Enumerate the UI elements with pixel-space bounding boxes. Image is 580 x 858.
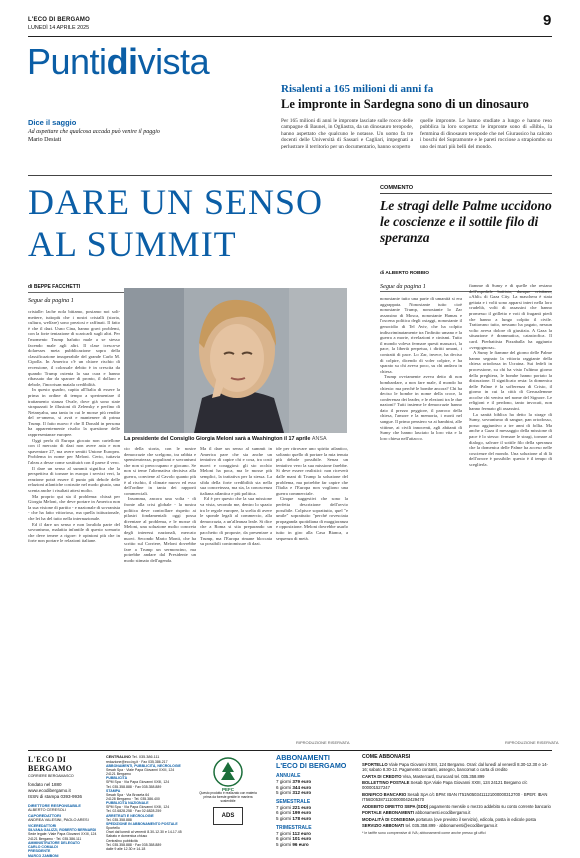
commento-text-5: La sanità biblica ha detto la strage di Sumy, sovranismo di sangue, pan ortodosso, posso aggiuntivo a tre anni di follia. Ma anche a Gaza il messaggio della missione di pace è lo stesso: fermare le stragi, tornare al dialogo, salvare il sottile filo della speranza che la domenica delle Palme ha acceso nelle coscienze del mondo. Una soluzione al di là dell'orrore è possibile: questo è il tempo di sceglierla. — [469, 411, 552, 467]
eco-info-line: AMMINISTRATORE DELEGATO — [28, 840, 80, 845]
subs-price: 112 euro — [292, 830, 311, 836]
come-item-value[interactable]: abbonamenti.ecodibergamo.it — [415, 810, 471, 816]
pefc-icon — [213, 757, 243, 787]
come-item-key: BONIFICO BANCARIO — [362, 791, 408, 797]
section-title-part3: vista — [137, 41, 210, 82]
center-info-line: 24121 Bergamo — [106, 772, 131, 777]
eco-info-line: PRESIDENTE — [28, 849, 51, 854]
footer-vice: ANDREA VALESINI, PAOLO ARESI — [28, 817, 89, 822]
center-info-line: ARRETRATI E NECROLOGIE — [106, 813, 154, 818]
subs-price: 344 euro — [292, 784, 312, 790]
subs-days: 7 giorni — [276, 804, 293, 810]
main-text-5: Ma proprio qui sta il problema: chissà per Giorgia Meloni, che deve portare in America non la sua visione di partito - e nazionale di sovranista - che ha fatto vittorioso, ma quella istituzionale, che lei ha del tutto nella internazionale. — [28, 493, 120, 521]
come-title: COME ABBONARSI — [362, 754, 411, 760]
come-item-value: portatura (ove previsto il servizio), edicola, posta in edicole posta — [415, 816, 536, 822]
commento-text-2: Trump ovviamente aveva detto di non bombardare, a non fare male, il mondo ha chiesto: ma perché le bombe ancora? Chi ha deciso le bombe in nome della croce, la conferenza dei leader, e le elezioni tra le due nazioni? Tutti insieme le democrazie hanno dato il prezzo peggiore, il parroco della chiesa, l'amore e la memoria, i morti nel sangue. Il primo pensiero va ai bambini, alle vittime, ai civili innocenti, agli abitanti di Sumy che hanno lasciato la loro vita e la loro chiesa nell'attacco. — [380, 374, 462, 441]
caption-credit: ANSA — [311, 436, 327, 442]
saying-author: Mario Desiati — [28, 137, 62, 143]
dino-text-2: quelle impronte. Le hanno studiate a lungo e hanno reso pubblica la loro scoperta: le impronte sono di «Bibi», la femmina di dinosauro teropode che nel Giurassico ha calcato i boschi del Supramonte e le pareti rocciose a strapiombo su uno dei mari più belli del mondo. — [420, 118, 552, 150]
subs-group-label: TRIMESTRALE — [276, 824, 312, 831]
come-item — [362, 823, 552, 828]
come-item-key: BOLLETTINO POSTALE — [362, 780, 411, 786]
footer-site[interactable]: www.ecodibergamo.it — [28, 788, 71, 794]
center-info-line: Centralino pubblicità — [106, 838, 138, 843]
subs-days: 6 giorni — [276, 784, 293, 790]
meloni-photo — [124, 288, 347, 433]
center-info-line: Tel. 035.358.888 · Fax 035.358.889 — [106, 784, 162, 789]
subs-price: 379 euro — [292, 779, 312, 784]
eco-info-line: SILVANA GALIZZI, ROBERTO BERNARDI — [28, 827, 97, 832]
center-info-line: Sportello — [106, 826, 120, 831]
main-text-2: In questo quadro, capita all'Italia di essere la prima in ordine di tempo a sperimentare il trattamento stanza Ovale, dove già sono state strapazzati le illusioni di Zelensky e perfino di Netanyahu, una tanta in cui le mosse più rendite del re-ameno, si avrà e mantenere di prima Trump. Il fatto nuovo è che Il Donald in persona ha apparentemente risolto la questione delle rappresentanze europee. — [28, 387, 120, 438]
main-col-3 — [200, 446, 272, 747]
come-item — [362, 817, 552, 822]
main-text-6: Ed il dare un senso e non lavalida parte del sovranismo, malattia infantile di questo scenario che deve tenere a rigore: è opinioni più che in forte non portare le relazioni italiane. — [28, 521, 120, 544]
come-items — [362, 762, 552, 829]
center-info-line: dalle 9 alle 12.30 e 14-18 — [106, 846, 146, 851]
main-text-9: Ma il dare un senso al summit in America pare che sia anche un tentativo di capire chi e cosa, tra costi nuovi e coraggiosi: gli sto occhio Meloni ha poca, ma le mosse più semplici, la trattativa per la stessa. La sfida della forte credibilità sta nella sua concretezza, ma sia, la conoscenza italiana atlantica e più politica. — [200, 446, 272, 496]
footer-logo: L'ECO DI BERGAMO — [28, 755, 73, 773]
section-title — [27, 42, 209, 82]
commento-col-1 — [380, 296, 462, 738]
center-info-line: STAMPA — [106, 788, 121, 793]
come-item — [362, 804, 552, 809]
commento-text-3: fiamme di Sumy e di quelle che restano dell'ospedale battista, dunque cristiano, «Ahli» di Gaza City. La maschera è stata gettata e i volti sono apparsi interi nella loro crudeltà, volti di assassini che hanno promesso il grilletto e voti di fraganti piedi che hanno a lungo colpito il civile. Trattavano tutto, nessuno ha pagato, nessun volto aveva dolore di giustizia. A Gaza la situazione è drammatica, catastrofica. Il card. Pierbattista Pizzaballa ha aggiunto «vergognosa». — [469, 283, 552, 350]
center-info-line: Tel. 02.6828.258 · Fax 02.6828.259 — [106, 809, 162, 814]
subs-group-label: ANNUALE — [276, 773, 301, 779]
commento-label: COMMENTO — [380, 185, 414, 191]
main-col-4 — [276, 446, 348, 738]
center-info-line: 24128 Bergamo · Tel. 035.386.400 — [106, 797, 160, 801]
photo-illustration — [124, 288, 347, 433]
eco-info-line: MARCO ZAMBONI — [28, 853, 59, 858]
subs-price: 101 euro — [292, 836, 312, 842]
subs-price: 96 euro — [292, 841, 309, 847]
main-text-7: cio della storia, con le nostre democrazie che scelgono, tra rabbia e spensieratezza, populismi e sovranismi che non si preoccupano e giocano. Se non si teme l'alternativa decisiva alla guerra, conviene al Cavolo quanto più è al rischio, il climate nuovo ed esso dell'ordine in tanta dei rapporti commerciali. — [124, 446, 196, 496]
come-note: * le tariffe sono comprensive di IVA; abbonamenti come anche presso gli uffici — [362, 830, 486, 835]
come-item-value: Sesab SpA c/c BPM: IBAN IT51N0503411121000000312700 · BPER: IBAN IT56D0538711100000042429470 — [362, 791, 548, 803]
subs-price: 199 euro — [292, 810, 312, 816]
main-col-2 — [124, 446, 196, 747]
subs-days: 5 giorni — [276, 815, 293, 821]
dino-headline: Le impronte in Sardegna sono di un dinosauro — [281, 97, 529, 111]
center-info-line: Sesab Spa · Viale Papa Giovanni XXIII, 124 — [106, 767, 175, 772]
commento-headline: Le stragi delle Palme uccidono le coscienze e il sottile filo di speranza — [380, 198, 552, 245]
footer-founded: fondato nel 1880 — [28, 782, 62, 787]
come-item-value: Visa, Mastercard, Eurocard tel. 035.358.899 — [402, 773, 485, 779]
ads-logo — [213, 807, 243, 825]
subs-price-row — [276, 816, 350, 822]
subs-price: 221 euro — [292, 804, 312, 810]
commento-follow: Segue da pagina 1 — [380, 283, 426, 290]
subscriptions-block — [276, 754, 350, 847]
footer-eco-lines — [28, 824, 98, 858]
subs-title-1: ABBONAMENTI — [276, 753, 330, 762]
come-item-key: PORTALE ABBONAMENTI — [362, 810, 416, 816]
subs-price: 312 euro — [292, 790, 312, 796]
subs-groups — [276, 773, 350, 847]
subs-days: 7 giorni — [276, 830, 293, 836]
issue-date: LUNEDÌ 14 APRILE 2025 — [28, 25, 90, 31]
commento-byline: di ALBERTO ROBBIO — [380, 271, 430, 276]
subs-days: 5 giorni — [276, 790, 293, 796]
come-item — [362, 762, 552, 772]
come-item-key: CARTA DI CREDITO — [362, 773, 403, 779]
come-item-value: tel. 035.358.899 · abbonamenti@ecodibergamo.it — [405, 823, 498, 829]
commento-text-4: A Sumy le fiamme del giorno delle Palme hanno segnato la vittoria raggiante della chiesa ortodossa in Ucraina. Sui fedeli in processione, su chi ha visto l'ultimo giorno della preghiera, le bombe hanno portato la distruzione. Il significato resta: la domenica delle Palme è la sofferenza di Cristo, il giorno in cui la città di Gerusalemme accolse chi veniva nel nome del Signore. Le religioni e il perdono, tanto invocati, non hanno fermato gli assassini. — [469, 350, 552, 412]
main-text-8: Insomma, ancora una volta - di fronte alla crisi globale - la nostra politica deve controllare rispetto ai pilastri fondamentali: oggi possa diventare al problema, e le mosse di Meloni, una soluzione molto concreta degli interessi nazionali, mercato nuovi. Secondo Mario Monti, che ha scritto sul Corriere, Meloni dovrebbe fare a Trump un sermoncino, ma potrebbe andare dal Presidente un modo stimato dell'agenda. — [124, 496, 196, 563]
subs-days: 6 giorni — [276, 836, 293, 842]
come-abbonarsi-block — [362, 754, 552, 835]
subs-price-row — [276, 790, 350, 796]
footer-issn: ISSN di stampa 0393-9936 — [28, 794, 83, 800]
main-follow: Segue da pagina 1 — [28, 297, 74, 304]
center-info-line: Orari dal lunedì al venerdì 8.30-12.30 e 14-17.45 — [106, 830, 182, 835]
eco-info-line: VICEREDATTORI — [28, 823, 57, 828]
subs-days: 7 giorni — [276, 779, 293, 784]
come-item — [362, 810, 552, 815]
footer-vice-label: CAPOREDATTORI — [28, 813, 61, 818]
commento-rule — [380, 193, 552, 194]
subs-price-row — [276, 842, 350, 848]
section-title-part2: di — [106, 41, 138, 82]
centralino-value: Tel. 035.386.111 — [131, 755, 160, 759]
mid-rule — [28, 175, 552, 176]
come-item-key: MODALITÀ DI CONSEGNA — [362, 816, 416, 822]
fsc-text: Questo prodotto è realizzato con materia prima da foreste gestite in maniera sostenibile — [199, 791, 257, 803]
center-info-line: ABBONAMENTI, PUBBLICITÀ, NECROLOGIE — [106, 763, 181, 768]
newspaper-name: L'ECO DI BERGAMO — [28, 17, 90, 23]
dino-kicker: Risalenti a 165 milioni di anni fa — [281, 83, 434, 95]
center-info-line: Tel. 035.358.888 — [106, 817, 132, 822]
commento-text-1: nonostante tutto una parte di umanità si era aggrappata. Nonostante tutto cioè nonostante Trump, nonostante lo Zar assassino di Mosca, nonostante Hamas e l'oscena politica degli ostaggi, nonostante il genocidio di Tel Aviv, che ha colpito indiscriminatamente tra l'infinito umano e la guerra a morte, rivelazioni e cinismi. Tutto il mondo voleva fermare questi massacri, la pace, la libertà perpetua, i diritti umani, i contratti di pace. Lo Zar, invece, ha deciso di colpire, dicendo di voler colpire, e ha sparato su chi aveva poco, su chi andava in chiesa. — [380, 296, 462, 374]
commento-col-2 — [469, 283, 552, 738]
come-item — [362, 780, 552, 790]
section-title-part1: Punti — [27, 41, 107, 82]
certification-block — [196, 757, 260, 825]
top-rule — [28, 36, 552, 37]
center-info-line: Sabato e domenica chiuso — [106, 834, 148, 839]
come-item-key: SERVIZIO ABBONATI — [362, 823, 406, 829]
main-text-1: cristalle: lache nola bitiamo, posiamo noi soli-mettere, tuttopiù che i nostri cristalli (storia, cultura, welfare) sono preziosi e raffinati. Il fatto è che il dazi. Usno Cina, hanno gravi problemi, con la forte tentazione di scaricarli sugli altri. Per l'momento Trump hafatto male a se stesso facendo male agli altri. Il clase icesca-se dolaesses meta pubblicazione sopra della classificazione insuperabile del grande Carlo M. Cipolla. In America c'è un chiave rischio di recessione, il colossale debito è in crescita da quando Trump ostenta la sua cura e hanno ribassato dar da sparare di pronto, il dollaro e debole, l'inocrisan maiala credibilità. — [28, 309, 120, 387]
center-info-line: SPEDIZIONE IN ABBONAMENTO POSTALE — [106, 821, 178, 826]
photo-caption — [124, 436, 347, 442]
page-number: 9 — [543, 12, 552, 29]
main-headline-1: DARE UN SENSO — [28, 182, 324, 222]
main-text-4: Il dare un senso al summit significa che la perspettiva di tornare in europa i servizi veri, la reazione potrà essere il punto più debole delle relazioni atlantiche costruite nel modo giusto, una scenta anche i risultati attesi molto. — [28, 465, 120, 493]
commento-credit: RIPRODUZIONE RISERVATA — [505, 740, 559, 745]
caption-text: La presidente del Consiglio Giorgia Meloni sarà a Washington il 17 aprile — [124, 436, 311, 442]
footer-center-lines — [106, 760, 186, 851]
center-info-line: Sesab Spa · Via Broseta 64 — [106, 792, 150, 797]
dino-col-1 — [281, 118, 413, 150]
come-item-key: ADDEBITO DIRETTO SEPA (SDD) — [362, 803, 430, 809]
subs-title-2: L'ECO DI BERGAMO — [276, 761, 347, 770]
come-item — [362, 774, 552, 779]
pefc-logo — [213, 757, 243, 787]
main-text-3: Oggi perfa di Europa giocato non cartellone con il mercato di dazi non avere asta e non spaventare 27, ma avere sentiti Unione Europea. Problema in nome per Meloni. Certo, tuttavia l'aleas a desse come sostituirà con il paese il vero. — [28, 437, 120, 466]
main-headline-2: AL SUMMIT — [28, 224, 237, 264]
come-item-value: Viale Papa Giovanni XXIII, 124 Bergamo. Orari: dal lunedì al venerdì 8.30-12.30 e 14-16; sabato 8.30-12. Pagamento contanti, assegno, bancomat o carta di credito — [362, 762, 548, 773]
come-item-value: Sesab SpA Viale Papa Giovanni XXIII, 124 24121 Bergamo c/c 000001527247 — [362, 780, 528, 791]
eco-info-line: Sede legale: Viale Papa Giovanni XXIII, 124 — [28, 832, 97, 837]
center-info-line: Tel. 035.358.888 · Fax 035.358.889 — [106, 842, 162, 847]
subs-price: 178 euro — [292, 815, 312, 821]
saying-quote: Ad aspettare che qualcosa accada può venire il paggio — [28, 129, 160, 135]
main-text-12: Cinque suggestivi che sono la perfetta descrizione dell'avvio possibile. Colpisce soprattutto, quel "e umile" soprattutto "perché rovesciata propaganda quotidiana di maggioranza e opposizione. Meloni dovrebbe usarlo tutto in giro alla Casa Bianca, a sequenza di metà. — [276, 496, 348, 541]
center-info-line: redazione@eco.bg.it · Fax 035.386.217 — [106, 759, 168, 764]
subsection-label: Dice il saggio — [28, 118, 77, 127]
eco-info-line: CARLO COMALDI — [28, 845, 58, 850]
main-credit: RIPRODUZIONE RISERVATA — [296, 740, 350, 745]
main-text-11: ide per ritrovare uno spirito atlantico, soltanto quello di portare la mia tenuta più debole possibile. Senza un tentativo vero la sua missione farebbe. Si deve essere realistici: non riceverà dalle mani di Trump la soluzione del problema, ma potrebbe far capire che l'Italia e l'Europa non vogliono una guerra commerciale. — [276, 446, 348, 496]
main-byline: di BEPPE FACCHETTI — [28, 284, 81, 290]
footer-director-label: DIRETTORE RESPONSABILE — [28, 803, 81, 808]
footer-rule — [28, 750, 552, 751]
come-item — [362, 792, 552, 802]
footer-director: ALBERTO CERESOLI — [28, 807, 66, 812]
center-info-line: SPM Spa · Via Papa Giovanni XXIII, 124 — [106, 780, 170, 785]
footer-center-block — [106, 755, 186, 851]
center-info-line: SPM Spa · Via Papa Giovanni XXIII, 124 — [106, 805, 170, 810]
come-item-key: SPORTELLO — [362, 762, 389, 767]
footer-eco-block — [28, 755, 98, 858]
dino-col-2 — [420, 118, 552, 150]
main-text-10: Ed è per questo che la sua missione va vista, secondo me, dentro lo spazio tra le regole europee, la scelta di avere le sponde legali al commercio, alla democrazia, a un'alleanza leale. Si dice che a Roma si stia preparando un pacchetto di proposte, da presentare a Trump, ma l'Europa rimane bloccata su possibili contromisure di dazi. — [200, 496, 272, 547]
subs-group-label: SEMESTRALE — [276, 798, 311, 805]
ads-label: ADS — [221, 813, 235, 820]
footer-logo-sub: CORRIERE BERGAMASCO — [28, 774, 74, 778]
subs-days: 5 giorni — [276, 841, 293, 847]
subs-days: 6 giorni — [276, 810, 293, 816]
come-item-value: pagamento mensile o mezzo addebito su conto corrente bancario — [429, 803, 551, 809]
main-col-1 — [28, 309, 120, 747]
center-info-line: PUBBLICITÀ NAZIONALE — [106, 801, 149, 806]
dino-text-1: Per 165 milioni di anni le impronte lasciate sulle rocce delle campagne di Baunei, in Ogliastra, da un dinosauro teropode, hanno aspettato che qualcuno le notasse. Un uomo fa tre docenti delle Università di Sassari e Cagliari, impegnati a perlustrare il territorio per un documentario, hanno scoperto — [281, 118, 413, 150]
centralino-label: CENTRALINO — [106, 755, 131, 759]
eco-info-line: 24121 Bergamo · Tel. 035.386.111 — [28, 836, 82, 841]
pefc-label: PEFC — [221, 787, 234, 792]
center-info-line: PUBBLICITÀ — [106, 776, 128, 781]
